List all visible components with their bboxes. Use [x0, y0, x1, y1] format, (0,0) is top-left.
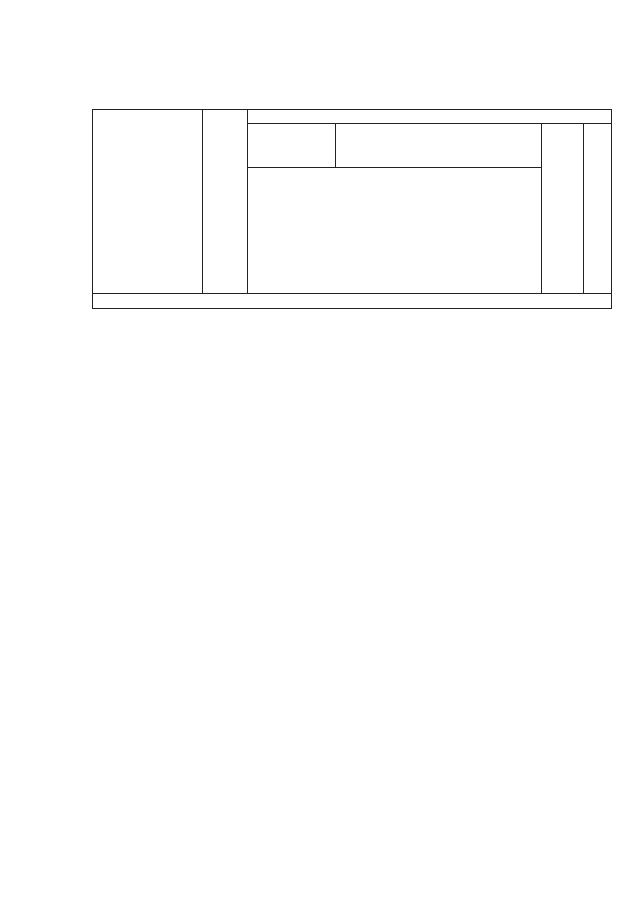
forest-table	[92, 109, 612, 309]
header-total-nonforest	[584, 124, 612, 294]
header-total-forest	[542, 124, 584, 294]
header-total-area	[203, 110, 248, 294]
header-not-covered	[336, 124, 542, 168]
header-type	[93, 110, 203, 294]
header-covered	[248, 124, 336, 168]
section-title	[93, 294, 612, 309]
header-forest-lands	[248, 110, 612, 124]
